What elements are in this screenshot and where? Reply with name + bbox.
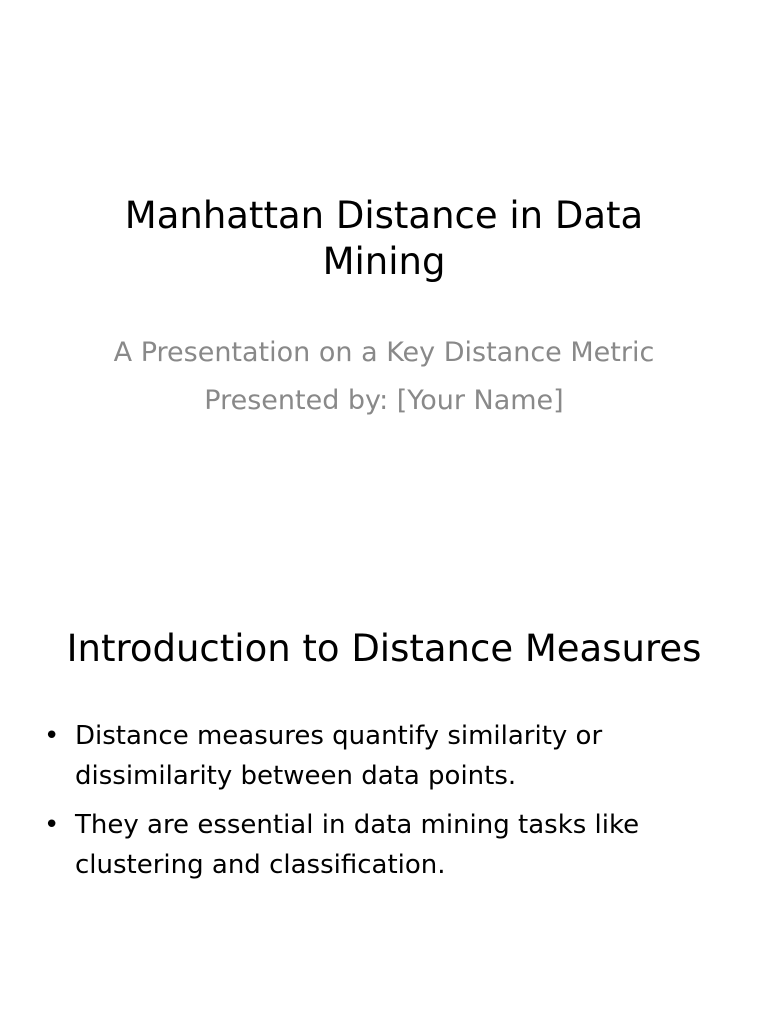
bullet-item [44,805,724,885]
presentation-subtitle [110,333,658,421]
bullet-text: They are essential in data mining tasks like clustering and classification. [75,810,640,880]
bullet-icon: • [44,810,60,840]
slide-introduction [0,576,768,1024]
bullet-text: Distance measures quantify similarity or dissimilarity between data points. [75,721,603,791]
bullet-item [44,716,724,796]
presentation-title: Manhattan Distance in Data Mining [124,194,644,283]
slide-heading: Introduction to Distance Measures [66,627,702,670]
bullet-icon: • [44,721,60,751]
subtitle-line: A Presentation on a Key Distance Metric [113,337,655,368]
bullet-list [44,716,724,894]
presenter-line: Presented by: [Your Name] [204,385,564,416]
